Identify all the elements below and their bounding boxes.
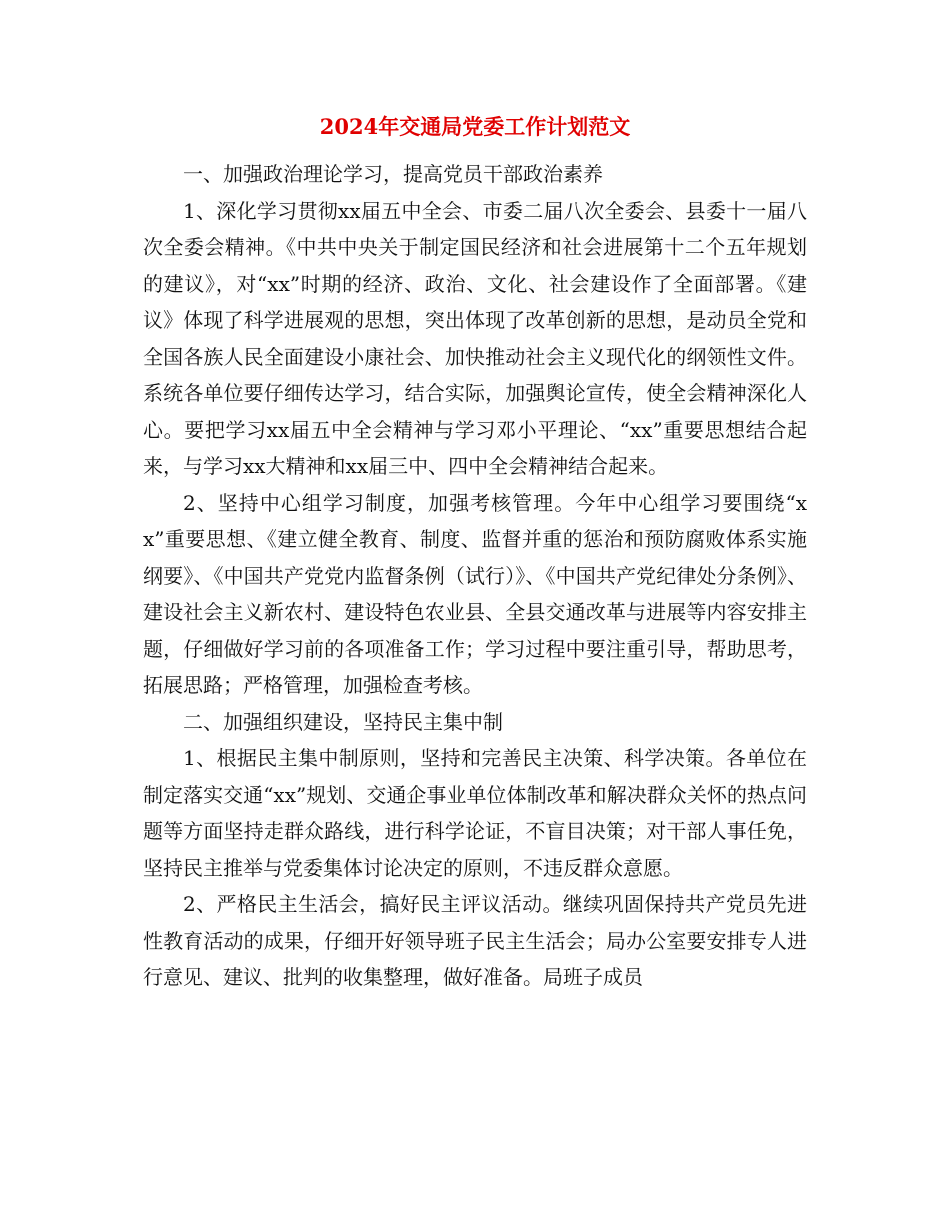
paragraph-2-1: 1、根据民主集中制原则，坚持和完善民主决策、科学决策。各单位在制定落实交通“xx”规划、交通企事业单位体制改革和解决群众关怀的热点问题等方面坚持走群众路线，进行科学论证，不盲目决策；对干部人事任免，坚持民主推举与党委集体讨论决定的原则，不违反群众意愿。 xyxy=(143,746,807,880)
paragraph-1-2: 2、坚持中心组学习制度，加强考核管理。今年中心组学习要围绕“xx”重要思想、《建立健全教育、制度、监督并重的惩治和预防腐败体系实施纲要》、《中国共产党党内监督条例（试行）》、《中国共产党纪律处分条例》、建设社会主义新农村、建设特色农业县、全县交通改革与进展等内容安排主题，仔细做好学习前的各项准备工作；学习过程中要注重引导，帮助思考，拓展思路；严格管理，加强检查考核。 xyxy=(143,490,807,697)
section-heading-1: 一、加强政治理论学习，提高党员干部政治素养 xyxy=(183,162,603,186)
paragraph-1-1: 1、深化学习贯彻xx届五中全会、市委二届八次全委会、县委十一届八次全委会精神。《中共中央关于制定国民经济和社会进展第十二个五年规划的建议》，对“xx”时期的经济、政治、文化、社会建设作了全面部署。《建议》体现了科学进展观的思想，突出体现了改革创新的思想，是动员全党和全国各族人民全面建设小康社会、加快推动社会主义现代化的纲领性文件。系统各单位要仔细传达学习，结合实际，加强舆论宣传，使全会精神深化人心。要把学习xx届五中全会精神与学习邓小平理论、“xx”重要思想结合起来，与学习xx大精神和xx届三中、四中全会精神结合起来。 xyxy=(143,198,807,478)
document-body xyxy=(143,156,807,996)
section-heading-2: 二、加强组织建设，坚持民主集中制 xyxy=(183,709,503,734)
document-title: 2024年交通局党委工作计划范文 xyxy=(319,114,631,139)
paragraph-2-2: 2、严格民主生活会，搞好民主评议活动。继续巩固保持共产党员先进性教育活动的成果，仔细开好领导班子民主生活会；局办公室要安排专人进行意见、建议、批判的收集整理，做好准备。局班子成员 xyxy=(143,892,807,989)
